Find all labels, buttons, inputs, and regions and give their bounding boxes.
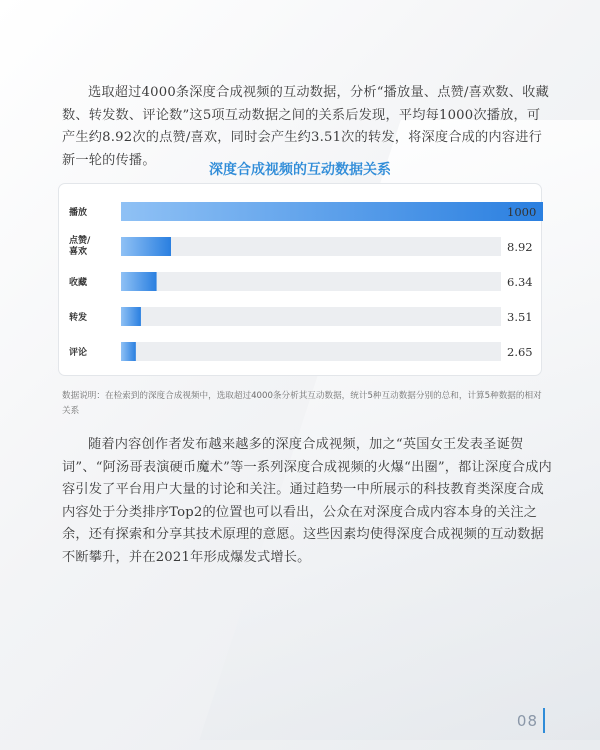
category-label: 播放: [69, 208, 88, 218]
bar-1: [121, 237, 171, 256]
category-label: 收藏: [69, 278, 88, 288]
page-number-accent-bar: [543, 708, 545, 733]
bar-2: [121, 272, 157, 291]
bar-track: [121, 342, 501, 361]
category-label: 评论: [69, 348, 88, 358]
page-number: 08: [516, 712, 538, 730]
category-label: 转发: [69, 313, 88, 323]
bar-track: [121, 237, 501, 256]
value-label: 1000: [507, 205, 537, 219]
value-label: 3.51: [507, 310, 533, 324]
bar-chart: [59, 184, 543, 377]
chart-title: 深度合成视频的互动数据关系: [209, 162, 391, 178]
bar-track: [121, 272, 501, 291]
bar-0: [121, 202, 543, 221]
category-label: 点赞/: [69, 236, 91, 246]
bar-track: [121, 307, 501, 326]
body-paragraph: 随着内容创作者发布越来越多的深度合成视频，加之“英国女王发表圣诞贺词”、“阿汤哥表演硬币魔术”等一系列深度合成视频的火爆“出圈”，都让深度合成内容引发了平台用户大量的讨论和关注。通过趋势一中所展示的科技教育类深度合成内容处于分类排序Top2的位置也可以看出，公众在对深度合成内容本身的关注之余，还有探索和分享其技术原理的意愿。这些因素均使得深度合成视频的互动数据不断攀升，并在2021年形成爆发式增长。: [62, 437, 552, 565]
intro-paragraph: 选取超过4000条深度合成视频的互动数据，分析“播放量、点赞/喜欢数、收藏数、转发数、评论数”这5项互动数据之间的关系后发现，平均每1000次播放，可产生约8.92次的点赞/喜欢，同时会产生约3.51次的转发，将深度合成的内容进行新一轮的传播。: [62, 85, 549, 168]
data-note: 数据说明：在检索到的深度合成视频中，选取超过4000条分析其互动数据，统计5种互动数据分别的总和，计算5种数据的相对关系: [62, 391, 542, 416]
chart-card: [58, 183, 542, 376]
value-label: 6.34: [507, 275, 533, 289]
value-label: 8.92: [507, 240, 533, 254]
bar-4: [121, 342, 136, 361]
category-label: 喜欢: [69, 247, 88, 257]
bar-3: [121, 307, 141, 326]
value-label: 2.65: [507, 345, 533, 359]
